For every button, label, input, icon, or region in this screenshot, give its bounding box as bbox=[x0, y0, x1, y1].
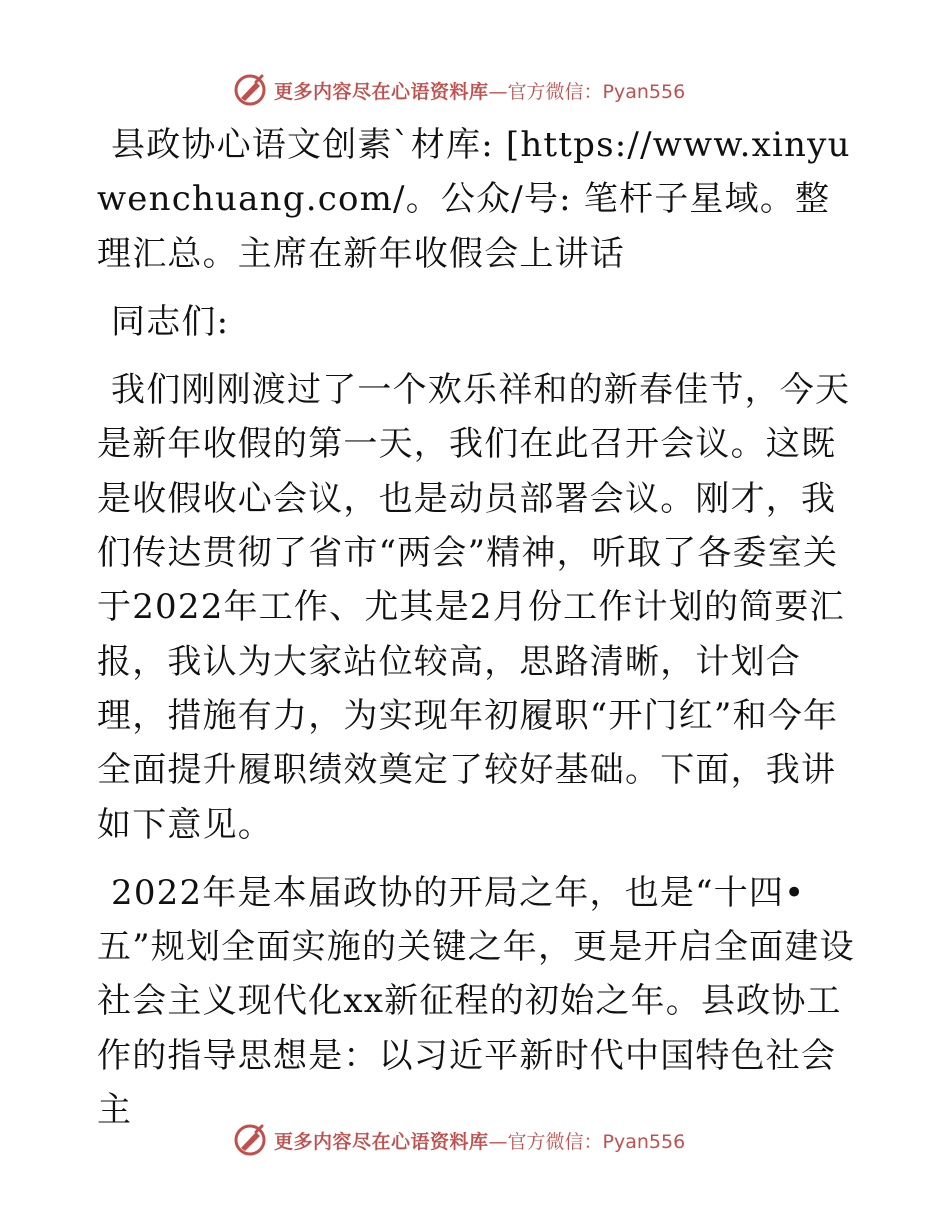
header-watermark-banner bbox=[232, 70, 732, 110]
paragraph-greeting: 同志们: bbox=[111, 301, 230, 342]
banner-library-text: 更多内容尽在心语资料库 bbox=[274, 80, 489, 103]
paragraph-guideline: 2022年是本届政协的开局之年，也是“十四•五”规划全面实施的关键之年，更是开启全面建设社会主义现代化xx新征程的初始之年。县政协工作的指导思想是：以习近平新时代中国特色社会主 bbox=[97, 872, 855, 1131]
pen-circle-logo-icon bbox=[232, 1122, 268, 1158]
banner-wechat-text: —官方微信：Pyan556 bbox=[488, 80, 686, 103]
paragraph-intro: 我们刚刚渡过了一个欢乐祥和的新春佳节，今天是新年收假的第一天，我们在此召开会议。这既是收假收心会议，也是动员部署会议。刚才，我们传达贯彻了省市“两会”精神，听取了各委室关于2022年工作、尤其是2月份工作计划的简要汇报，我认为大家站位较高，思路清晰，计划合理，措施有力，为实现年初履职“开门红”和今年全面提升履职绩效奠定了较好基础。下面，我讲如下意见。 bbox=[97, 370, 851, 845]
pen-circle-logo-icon bbox=[232, 72, 268, 108]
footer-watermark-banner bbox=[232, 1120, 732, 1160]
paragraph-title: 县政协心语文创素`材库: [https://www.xinyuwenchuang.com/。公众/号: 笔杆子星域。整理汇总。主席在新年收假会上讲话 bbox=[97, 125, 851, 274]
banner-wechat-text: —官方微信：Pyan556 bbox=[488, 1130, 686, 1153]
banner-library-text: 更多内容尽在心语资料库 bbox=[274, 1130, 489, 1153]
document-body bbox=[97, 118, 857, 1137]
